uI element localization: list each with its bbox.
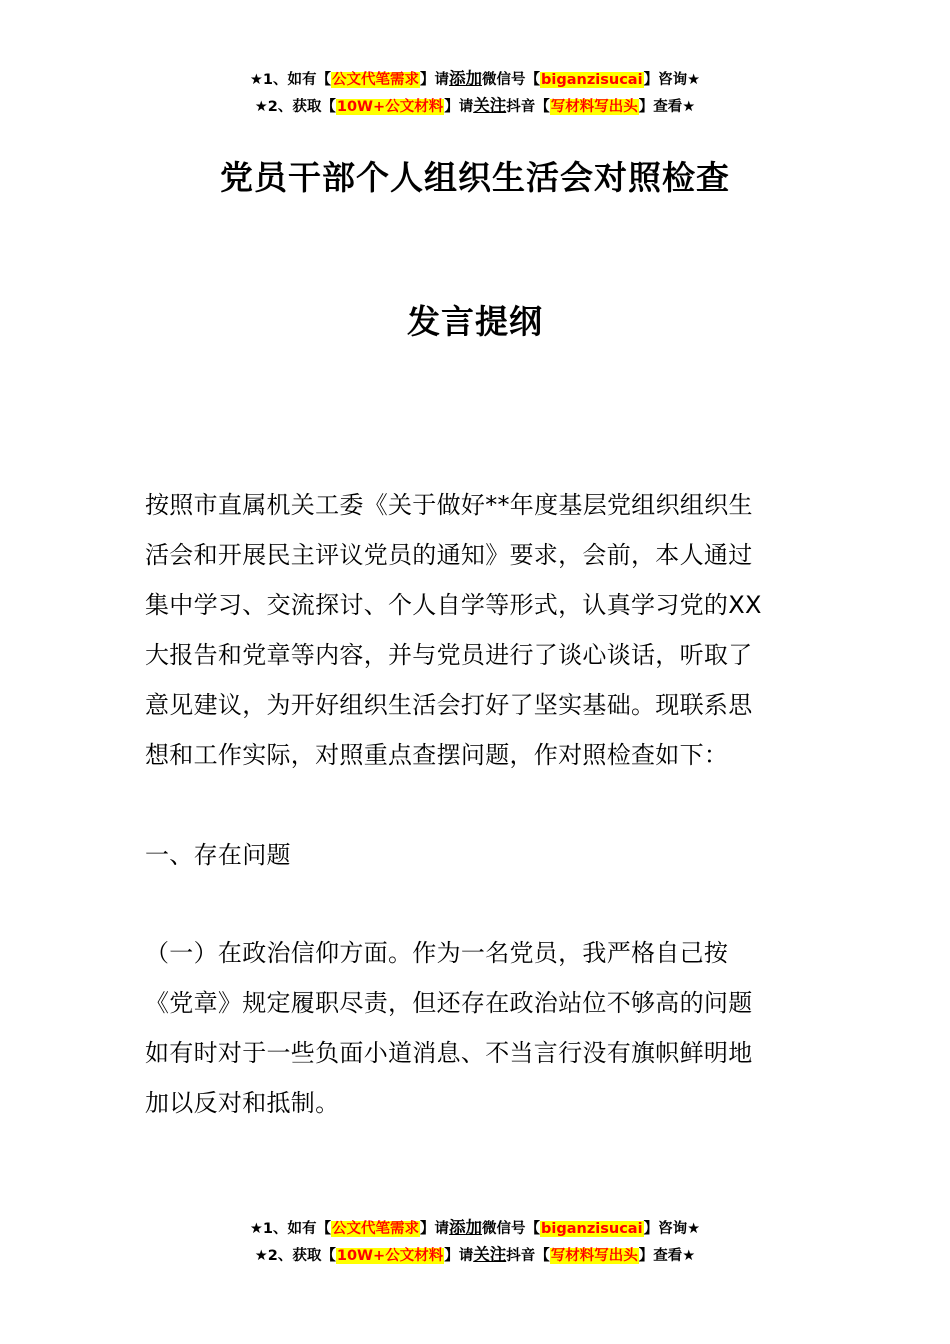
notice-text: 微信号【 (482, 72, 541, 88)
paragraph-line: 想和工作实际，对照重点查摆问题，作对照检查如下： (145, 741, 729, 769)
paragraph-line: 大报告和党章等内容，并与党员进行了谈心谈话，听取了 (145, 641, 753, 669)
notice-text: 】请 (420, 1221, 450, 1237)
notice-text: ★1、如有【 (249, 1221, 332, 1237)
paragraph-line: 加以反对和抵制。 (145, 1089, 340, 1117)
highlight-service: 公文代笔需求 (332, 1221, 420, 1237)
notice-text: 】咨询★ (643, 72, 701, 88)
highlight-douyin-account: 写材料写出头 (550, 1248, 638, 1264)
paragraph-line: 活会和开展民主评议党员的通知》要求，会前，本人通过 (145, 541, 753, 569)
notice-text: ★1、如有【 (249, 72, 332, 88)
notice-text: 抖音【 (506, 1248, 550, 1264)
notice-text: 】请 (444, 1248, 474, 1264)
highlight-service: 公文代笔需求 (332, 72, 420, 88)
section-heading: 一、存在问题 (145, 841, 291, 869)
document-title-line-1: 党员干部个人组织生活会对照检查 (220, 158, 730, 197)
notice-text: 】请 (444, 99, 474, 115)
notice-text: 抖音【 (506, 99, 550, 115)
notice-line-2 (0, 1242, 950, 1269)
paragraph-line: 集中学习、交流探讨、个人自学等形式，认真学习党的XX (145, 591, 762, 619)
notice-text: 】请 (420, 72, 450, 88)
notice-line-1 (0, 66, 950, 93)
political-belief-paragraph (145, 928, 810, 1128)
underlined-word: 添加 (449, 69, 483, 88)
paragraph-line: 《党章》规定履职尽责，但还存在政治站位不够高的问题 (145, 989, 753, 1017)
highlight-wechat-id: biganzisucai (541, 72, 643, 88)
notice-text: 】咨询★ (643, 1221, 701, 1237)
paragraph-line: 按照市直属机关工委《关于做好**年度基层党组织组织生 (145, 491, 753, 519)
highlight-materials: 10W+公文材料 (336, 1248, 444, 1264)
paragraph-line: 意见建议，为开好组织生活会打好了坚实基础。现联系思 (145, 691, 753, 719)
intro-paragraph (145, 480, 810, 780)
highlight-douyin-account: 写材料写出头 (550, 99, 638, 115)
notice-text: 微信号【 (482, 1221, 541, 1237)
notice-text: ★2、获取【 (254, 1248, 336, 1264)
paragraph-line: （一）在政治信仰方面。作为一名党员，我严格自己按 (145, 939, 729, 967)
underlined-word: 关注 (473, 96, 507, 115)
notice-line-2 (0, 93, 950, 120)
footer-notice (0, 1215, 950, 1269)
header-notice (0, 66, 950, 120)
highlight-materials: 10W+公文材料 (336, 99, 444, 115)
notice-text: 】查看★ (638, 1248, 696, 1264)
underlined-word: 关注 (473, 1245, 507, 1264)
notice-line-1 (0, 1215, 950, 1242)
document-title-line-2: 发言提纲 (407, 302, 543, 341)
paragraph-line: 如有时对于一些负面小道消息、不当言行没有旗帜鲜明地 (145, 1039, 753, 1067)
notice-text: 】查看★ (638, 99, 696, 115)
underlined-word: 添加 (449, 1218, 483, 1237)
highlight-wechat-id: biganzisucai (541, 1221, 643, 1237)
notice-text: ★2、获取【 (254, 99, 336, 115)
